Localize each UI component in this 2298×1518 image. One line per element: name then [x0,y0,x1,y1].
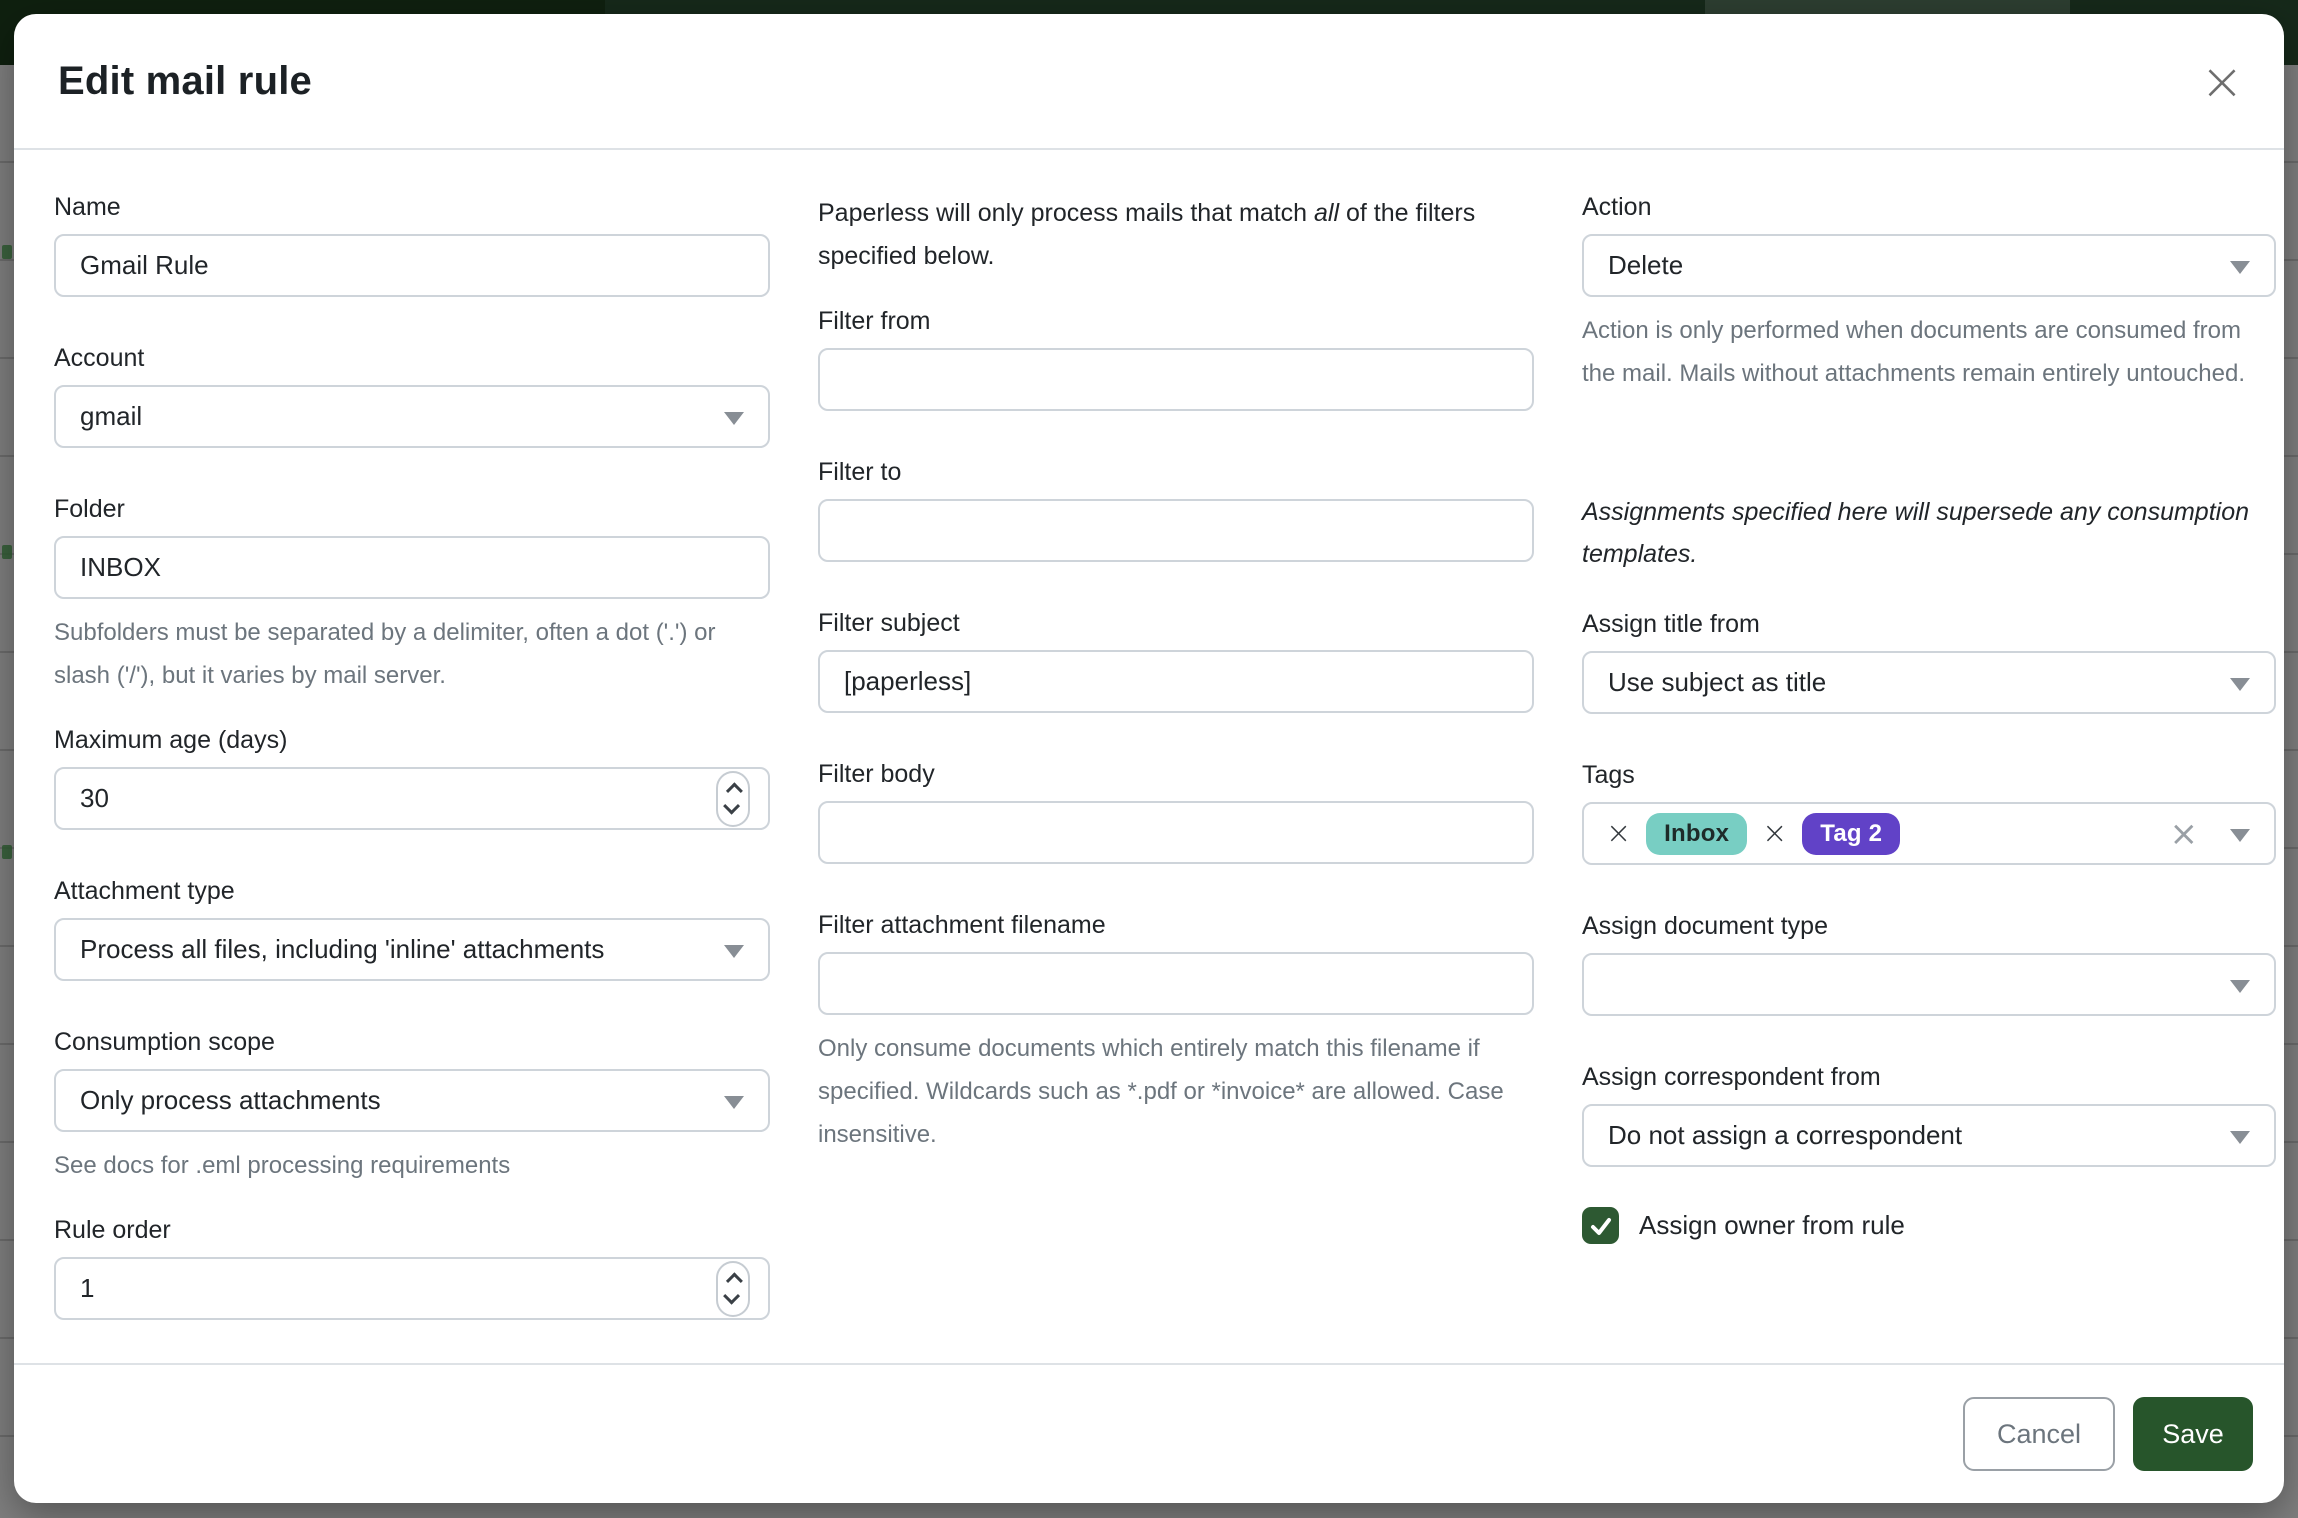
field-action [1582,192,2276,395]
dialog-body [14,150,2284,1366]
remove-tag-icon[interactable]: × [1606,816,1632,851]
dialog-title: Edit mail rule [58,58,312,103]
save-button[interactable]: Save [2133,1397,2253,1471]
edit-mail-rule-dialog [14,14,2284,1503]
dimmed-link-fragment [2,245,12,259]
max-age-input[interactable] [54,767,770,830]
assign-document-type-select[interactable] [1582,953,2276,1016]
filter-from-input[interactable] [818,348,1534,411]
field-filter-to [818,457,1534,562]
filter-subject-value: [paperless] [844,666,972,696]
attachment-type-select[interactable] [54,918,770,981]
field-filter-attachment-filename [818,910,1534,1156]
field-max-age [54,725,770,830]
field-filter-from [818,306,1534,411]
chevron-down-icon [724,945,744,958]
chevron-down-icon [724,1096,744,1109]
field-folder [54,494,770,697]
column-filters [818,192,1534,1366]
filter-attachment-filename-label: Filter attachment filename [818,911,1106,939]
filter-to-input[interactable] [818,499,1534,562]
assign-correspondent-from-label: Assign correspondent from [1582,1063,1881,1091]
assign-document-type-label: Assign document type [1582,912,1828,940]
stepper-down-icon[interactable] [723,798,740,815]
chevron-down-icon [2230,678,2250,691]
consumption-scope-value: Only process attachments [80,1085,381,1115]
action-help-text: Action is only performed when documents are consumed from the mail. Mails without attachments remain entirely untouched. [1582,317,2245,387]
name-label: Name [54,193,121,221]
name-value: Gmail Rule [80,250,209,280]
filters-intro-text [818,192,1534,278]
consumption-scope-label: Consumption scope [54,1028,275,1056]
assign-correspondent-from-value: Do not assign a correspondent [1608,1120,1963,1150]
checkmark-icon [1589,1214,1613,1238]
tag-chip-inbox: Inbox [1646,813,1747,855]
field-name [54,192,770,297]
dialog-footer [14,1363,2284,1503]
folder-help-text: Subfolders must be separated by a delimiter, often a dot ('.') or slash ('/'), but it varies by mail server. [54,619,716,689]
filters-intro-prefix: Paperless will only process mails that match [818,199,1315,227]
dimmed-page-right-edge [2284,65,2298,1518]
action-label: Action [1582,193,1652,221]
column-general [54,192,770,1366]
field-filter-body [818,759,1534,864]
assign-owner-checkbox-row[interactable] [1582,1207,2276,1244]
filter-body-input[interactable] [818,801,1534,864]
dimmed-link-fragment [2,545,12,559]
stepper-down-icon[interactable] [723,1288,740,1305]
action-value: Delete [1608,250,1684,280]
field-tags [1582,760,2276,865]
number-stepper[interactable] [716,1261,750,1317]
attachment-type-value: Process all files, including 'inline' attachments [80,934,605,964]
stepper-up-icon[interactable] [726,1272,743,1289]
assign-correspondent-from-select[interactable] [1582,1104,2276,1167]
field-assign-title-from [1582,609,2276,714]
account-select[interactable] [54,385,770,448]
rule-order-input[interactable] [54,1257,770,1320]
clear-tags-icon[interactable]: × [2169,813,2198,854]
assign-title-from-label: Assign title from [1582,610,1760,638]
tag-chip-tag2: Tag 2 [1802,813,1900,855]
max-age-value: 30 [80,783,109,813]
field-rule-order [54,1215,770,1320]
dimmed-link-fragment [2,845,12,859]
field-consumption-scope [54,1027,770,1187]
filter-to-label: Filter to [818,458,902,486]
filter-body-label: Filter body [818,760,935,788]
assign-title-from-select[interactable] [1582,651,2276,714]
field-account [54,343,770,448]
filters-intro-suffix: of the filters specified below. [818,199,1476,270]
filter-subject-label: Filter subject [818,609,960,637]
stepper-up-icon[interactable] [726,782,743,799]
number-stepper[interactable] [716,771,750,827]
dialog-header [14,14,2284,150]
filter-from-label: Filter from [818,307,931,335]
rule-order-value: 1 [80,1273,95,1303]
cancel-button[interactable]: Cancel [1963,1397,2115,1471]
tags-label: Tags [1582,761,1635,789]
rule-order-label: Rule order [54,1216,171,1244]
filter-subject-input[interactable] [818,650,1534,713]
tags-select[interactable] [1582,802,2276,865]
chevron-down-icon [2230,1131,2250,1144]
max-age-label: Maximum age (days) [54,726,288,754]
action-select[interactable] [1582,234,2276,297]
field-attachment-type [54,876,770,981]
consumption-scope-help-text: See docs for .eml processing requirements [54,1152,511,1179]
field-assign-correspondent-from [1582,1062,2276,1167]
folder-label: Folder [54,495,125,523]
filter-attachment-filename-input[interactable] [818,952,1534,1015]
dimmed-page-left-edge [0,65,14,1518]
field-assign-document-type [1582,911,2276,1016]
name-input[interactable] [54,234,770,297]
assign-owner-checkbox[interactable] [1582,1207,1619,1244]
assign-title-from-value: Use subject as title [1608,667,1827,697]
chevron-down-icon [2230,829,2250,842]
filter-attachment-filename-help-text: Only consume documents which entirely match this filename if specified. Wildcards such as *.pdf or *invoice* are allowed. Case insensitive. [818,1035,1504,1148]
account-label: Account [54,344,145,372]
assignments-note-text: Assignments specified here will supersede any consumption templates. [1582,498,2250,568]
folder-value: INBOX [80,552,161,582]
filters-intro-italic: all [1314,199,1340,227]
folder-input[interactable] [54,536,770,599]
close-icon[interactable]: × [2194,54,2250,110]
dimmed-navbar-highlight [1705,0,2070,14]
chevron-down-icon [2230,261,2250,274]
field-filter-subject [818,608,1534,713]
remove-tag-icon[interactable]: × [1762,816,1788,851]
chevron-down-icon [2230,980,2250,993]
account-value: gmail [80,401,143,431]
chevron-down-icon [724,412,744,425]
column-actions [1582,192,2276,1366]
assign-owner-label: Assign owner from rule [1639,1210,1905,1240]
consumption-scope-select[interactable] [54,1069,770,1132]
attachment-type-label: Attachment type [54,877,235,905]
